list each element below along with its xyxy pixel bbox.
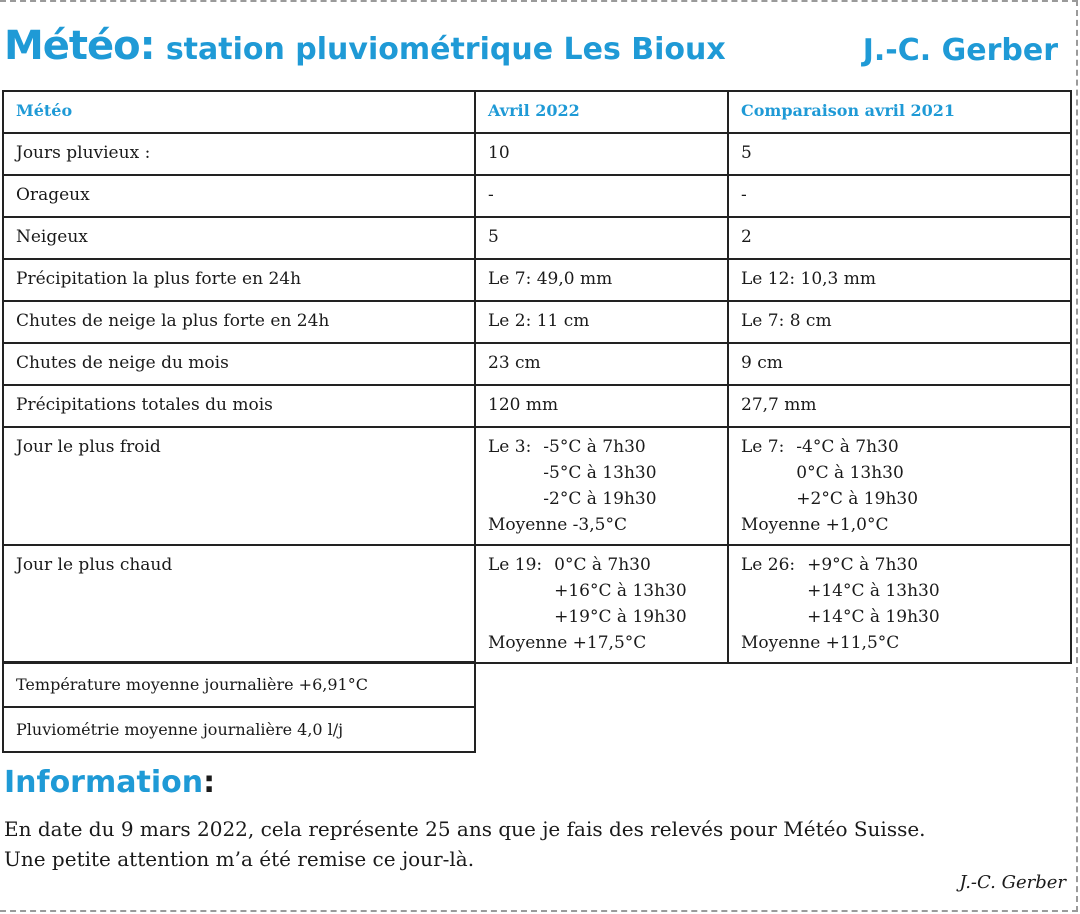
temp-reading: 0°C à 7h30 (554, 555, 651, 575)
temp-reading: -4°C à 7h30 (796, 437, 899, 457)
table-row (3, 707, 475, 752)
title-colon: : (139, 23, 155, 69)
value-2022: Le 7: 49,0 mm (475, 259, 728, 301)
value-2022: 23 cm (475, 343, 728, 385)
hot-day-2021-date: Le 26: (741, 555, 796, 575)
hot-day-2021 (728, 545, 1071, 663)
temp-reading: -5°C à 7h30 (543, 437, 646, 457)
temp-reading: 0°C à 13h30 (796, 463, 904, 483)
temp-reading: -5°C à 13h30 (543, 463, 657, 483)
row-label: Chutes de neige du mois (3, 343, 475, 385)
table-row (3, 133, 1071, 175)
temp-reading: +19°C à 19h30 (554, 607, 687, 627)
table-row (3, 175, 1071, 217)
value-2021: - (728, 175, 1071, 217)
information-line-2: Une petite attention m’a été remise ce jour-là. (4, 847, 475, 871)
temp-average: Moyenne +17,5°C (488, 633, 647, 653)
weather-table (2, 90, 1072, 664)
author-header: J.-C. Gerber (862, 33, 1058, 68)
value-2021: Le 12: 10,3 mm (728, 259, 1071, 301)
temp-average: Moyenne +1,0°C (741, 515, 889, 535)
row-label: Orageux (3, 175, 475, 217)
table-row (3, 301, 1071, 343)
column-header-meteo: Météo (3, 91, 475, 133)
table-row (3, 217, 1071, 259)
temp-average: Moyenne -3,5°C (488, 515, 627, 535)
value-2021: 9 cm (728, 343, 1071, 385)
value-2022: Le 2: 11 cm (475, 301, 728, 343)
value-2022: - (475, 175, 728, 217)
temp-reading: +9°C à 7h30 (807, 555, 919, 575)
table-row (3, 259, 1071, 301)
table-header-row (3, 91, 1071, 133)
title-main: Météo (4, 23, 140, 69)
hot-day-2022 (475, 545, 728, 663)
temp-reading: +14°C à 19h30 (807, 607, 940, 627)
cold-day-2022-date: Le 3: (488, 437, 532, 457)
temp-average: Moyenne +11,5°C (741, 633, 900, 653)
avg-rainfall: Pluviométrie moyenne journalière 4,0 l/j (3, 707, 475, 752)
title-sub: station pluviométrique Les Bioux (165, 32, 726, 67)
information-heading (4, 765, 216, 800)
value-2021: 5 (728, 133, 1071, 175)
page-title (4, 23, 726, 69)
row-label: Précipitations totales du mois (3, 385, 475, 427)
temp-reading: +2°C à 19h30 (796, 489, 919, 509)
cold-day-2021 (728, 427, 1071, 545)
cold-day-2021-date: Le 7: (741, 437, 785, 457)
row-label: Jour le plus chaud (3, 545, 475, 663)
value-2021: 27,7 mm (728, 385, 1071, 427)
signature: J.-C. Gerber (959, 872, 1066, 893)
avg-temperature: Température moyenne journalière +6,91°C (3, 662, 475, 707)
value-2021: 2 (728, 217, 1071, 259)
table-row (3, 385, 1071, 427)
column-header-april-2021: Comparaison avril 2021 (728, 91, 1071, 133)
summary-table (2, 661, 476, 753)
information-text (4, 814, 926, 874)
value-2021: Le 7: 8 cm (728, 301, 1071, 343)
row-label: Jours pluvieux : (3, 133, 475, 175)
row-label: Précipitation la plus forte en 24h (3, 259, 475, 301)
information-line-1: En date du 9 mars 2022, cela représente 25 ans que je fais des relevés pour Météo Suisse. (4, 817, 926, 841)
information-title: Information (4, 765, 204, 800)
information-colon: : (203, 765, 216, 800)
row-label: Chutes de neige la plus forte en 24h (3, 301, 475, 343)
temp-reading: -2°C à 19h30 (543, 489, 657, 509)
cold-day-2022 (475, 427, 728, 545)
value-2022: 10 (475, 133, 728, 175)
table-row-cold-day (3, 427, 1071, 545)
column-header-april-2022: Avril 2022 (475, 91, 728, 133)
row-label: Jour le plus froid (3, 427, 475, 545)
table-row (3, 343, 1071, 385)
table-row (3, 662, 475, 707)
value-2022: 120 mm (475, 385, 728, 427)
temp-reading: +16°C à 13h30 (554, 581, 687, 601)
row-label: Neigeux (3, 217, 475, 259)
temp-reading: +14°C à 13h30 (807, 581, 940, 601)
table-row-hot-day (3, 545, 1071, 663)
value-2022: 5 (475, 217, 728, 259)
hot-day-2022-date: Le 19: (488, 555, 543, 575)
